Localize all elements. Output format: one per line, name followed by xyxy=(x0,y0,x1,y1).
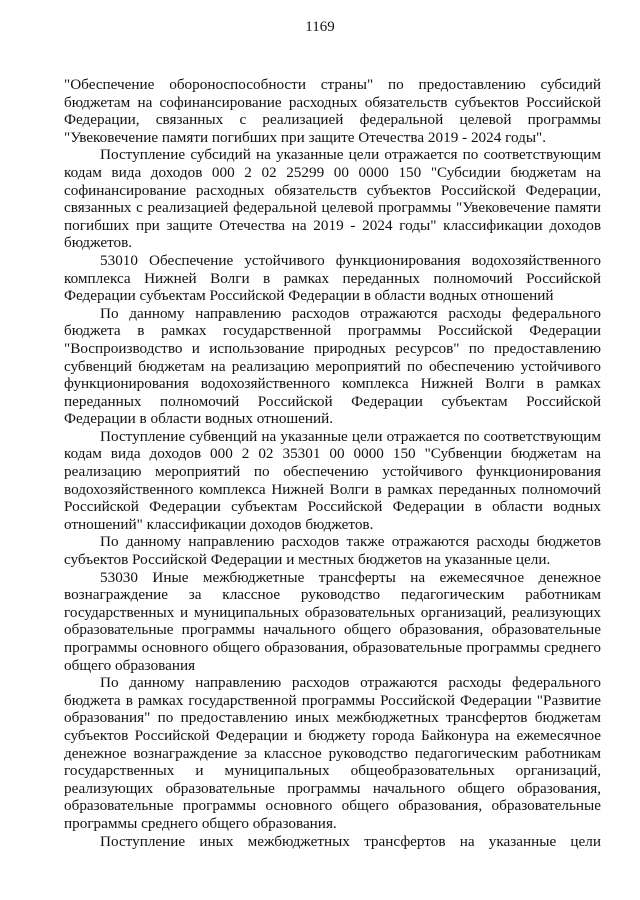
paragraph-2: Поступление субсидий на указанные цели отражается по соответствующим кодам вида доходов 000 2 02 25299 00 0000 150 "Субсидии бюджетам на софинансирование расходных обязательств субъектов Российской Федерации, связанных с реализацией федеральной целевой программы "Увековечение памяти погибших при защите Отечества на 2019 - 2024 годы" классификации доходов бюджетов. xyxy=(64,146,601,252)
paragraph-1: "Обеспечение обороноспособности страны" по предоставлению субсидий бюджетам на софинансирование расходных обязательств субъектов Российской Федерации, связанных с реализацией федеральной целевой программы "Увековечение памяти погибших при защите Отечества 2019 - 2024 годы". xyxy=(64,76,601,146)
paragraph-7: 53030 Иные межбюджетные трансферты на ежемесячное денежное вознаграждение за классное руководство педагогическим работникам государственных и муниципальных образовательных организаций, реализующих образовательные программы начального общего образования, образовательные программы основного общего образования, образовательные программы среднего общего образования xyxy=(64,568,601,674)
document-body xyxy=(64,76,601,850)
page-number: 1169 xyxy=(305,19,335,35)
paragraph-6: По данному направлению расходов также отражаются расходы бюджетов субъектов Российской Федерации и местных бюджетов на указанные цели. xyxy=(64,533,601,569)
paragraph-8: По данному направлению расходов отражаются расходы федерального бюджета в рамках государственной программы Российской Федерации "Развитие образования" по предоставлению иных межбюджетных трансфертов бюджетам субъектов Российской Федерации и бюджету города Байконура на ежемесячное денежное вознаграждение за классное руководство педагогическим работникам государственных и муниципальных общеобразовательных организаций, реализующих образовательные программы начального общего образования, образовательные программы основного общего образования, образовательные программы среднего общего образования. xyxy=(64,674,601,832)
paragraph-4: По данному направлению расходов отражаются расходы федерального бюджета в рамках государственной программы Российской Федерации "Воспроизводство и использование природных ресурсов" по предоставлению субвенций бюджетам на реализацию мероприятий по обеспечению устойчивого функционирования водохозяйственного комплекса Нижней Волги в рамках переданных полномочий Российской Федерации субъектам Российской Федерации в области водных отношений. xyxy=(64,304,601,428)
paragraph-5: Поступление субвенций на указанные цели отражается по соответствующим кодам вида доходов 000 2 02 35301 00 0000 150 "Субвенции бюджетам на реализацию мероприятий по обеспечению устойчивого функционирования водохозяйственного комплекса Нижней Волги в рамках переданных полномочий Российской Федерации субъектам Российской Федерации в области водных отношений" классификации доходов бюджетов. xyxy=(64,427,601,533)
paragraph-3: 53010 Обеспечение устойчивого функционирования водохозяйственного комплекса Нижней Волги в рамках переданных полномочий Российской Федерации субъектам Российской Федерации в области водных отношений xyxy=(64,251,601,305)
paragraph-9: Поступление иных межбюджетных трансфертов на указанные цели xyxy=(100,832,601,850)
